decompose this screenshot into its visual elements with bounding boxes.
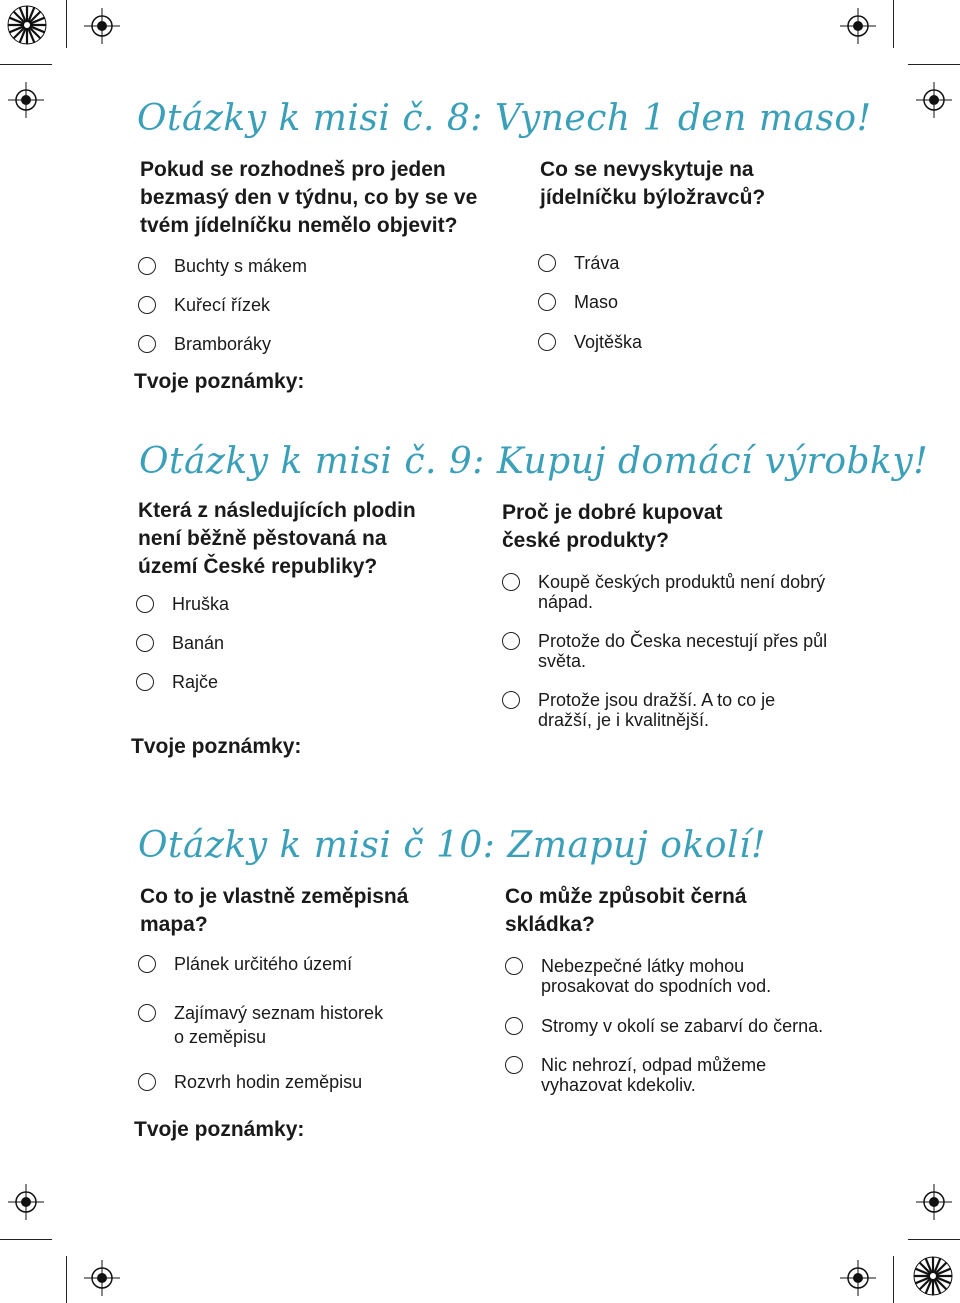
crosshair-mark-icon	[916, 1184, 952, 1220]
answer-option[interactable]: Kuřecí řízek	[138, 295, 270, 315]
crop-line	[908, 1239, 960, 1240]
answer-option[interactable]: Rajče	[136, 672, 218, 692]
crosshair-mark-icon	[8, 82, 44, 118]
radio-circle-icon[interactable]	[538, 254, 556, 272]
crop-line	[908, 64, 960, 65]
radio-circle-icon[interactable]	[505, 957, 523, 975]
radio-circle-icon[interactable]	[136, 634, 154, 652]
answer-option[interactable]: Banán	[136, 633, 224, 653]
registration-starburst-icon	[6, 4, 48, 46]
crop-line	[66, 1256, 67, 1303]
crosshair-mark-icon	[840, 8, 876, 44]
crop-line	[66, 0, 67, 48]
answer-option[interactable]: Bramboráky	[138, 334, 271, 354]
answer-option[interactable]: Vojtěška	[538, 332, 642, 352]
crop-line	[893, 1256, 894, 1303]
radio-circle-icon[interactable]	[138, 335, 156, 353]
answer-option[interactable]: Tráva	[538, 253, 619, 273]
radio-circle-icon[interactable]	[138, 955, 156, 973]
radio-circle-icon[interactable]	[138, 1004, 156, 1022]
radio-circle-icon[interactable]	[136, 595, 154, 613]
answer-option[interactable]: Plánek určitého území	[138, 954, 352, 974]
question-left: Která z následujících plodin není běžně pěstovaná na území České republiky?	[138, 499, 416, 578]
crosshair-mark-icon	[84, 1260, 120, 1296]
answer-option[interactable]: Hruška	[136, 594, 229, 614]
answer-option[interactable]: Rozvrh hodin zeměpisu	[138, 1072, 362, 1092]
radio-circle-icon[interactable]	[502, 573, 520, 591]
radio-circle-icon[interactable]	[138, 296, 156, 314]
section-title: Otázky k misi č. 9: Kupuj domácí výrobky!	[139, 441, 929, 482]
question-left: Co to je vlastně zeměpisná mapa?	[140, 885, 409, 936]
answer-option[interactable]: Stromy v okolí se zabarví do černa.	[505, 1016, 823, 1036]
registration-starburst-icon	[912, 1255, 954, 1297]
answer-option[interactable]: Nic nehrozí, odpad můžeme vyhazovat kdekoliv.	[505, 1055, 766, 1095]
crosshair-mark-icon	[8, 1184, 44, 1220]
answer-option[interactable]: Protože jsou dražší. A to co je dražší, je i kvalitnější.	[502, 690, 775, 730]
notes-label: Tvoje poznámky:	[134, 1118, 305, 1141]
crop-line	[893, 0, 894, 48]
answer-option[interactable]: Zajímavý seznam historek o zeměpisu	[138, 1001, 383, 1049]
question-right: Co může způsobit černá skládka?	[505, 885, 747, 936]
answer-option[interactable]: Koupě českých produktů není dobrý nápad.	[502, 572, 825, 612]
radio-circle-icon[interactable]	[136, 673, 154, 691]
answer-option[interactable]: Protože do Česka necestují přes půl světa.	[502, 631, 827, 671]
crosshair-mark-icon	[84, 8, 120, 44]
question-right: Co se nevyskytuje na jídelníčku býložravců?	[540, 158, 766, 209]
notes-label: Tvoje poznámky:	[131, 735, 302, 758]
question-right: Proč je dobré kupovat české produkty?	[502, 501, 723, 552]
radio-circle-icon[interactable]	[538, 333, 556, 351]
answer-option[interactable]: Nebezpečné látky mohou prosakovat do spodních vod.	[505, 956, 771, 996]
radio-circle-icon[interactable]	[138, 1073, 156, 1091]
notes-label: Tvoje poznámky:	[134, 370, 305, 393]
radio-circle-icon[interactable]	[505, 1056, 523, 1074]
radio-circle-icon[interactable]	[505, 1017, 523, 1035]
answer-option[interactable]: Buchty s mákem	[138, 256, 307, 276]
crosshair-mark-icon	[840, 1260, 876, 1296]
radio-circle-icon[interactable]	[138, 257, 156, 275]
answer-option[interactable]: Maso	[538, 292, 618, 312]
radio-circle-icon[interactable]	[538, 293, 556, 311]
radio-circle-icon[interactable]	[502, 632, 520, 650]
crop-line	[0, 1239, 52, 1240]
question-left: Pokud se rozhodneš pro jeden bezmasý den v týdnu, co by se ve tvém jídelníčku nemělo objevit?	[140, 158, 478, 237]
section-title: Otázky k misi č. 8: Vynech 1 den maso!	[137, 98, 872, 139]
crop-line	[0, 64, 52, 65]
crosshair-mark-icon	[916, 82, 952, 118]
section-title: Otázky k misi č 10: Zmapuj okolí!	[138, 825, 766, 866]
radio-circle-icon[interactable]	[502, 691, 520, 709]
